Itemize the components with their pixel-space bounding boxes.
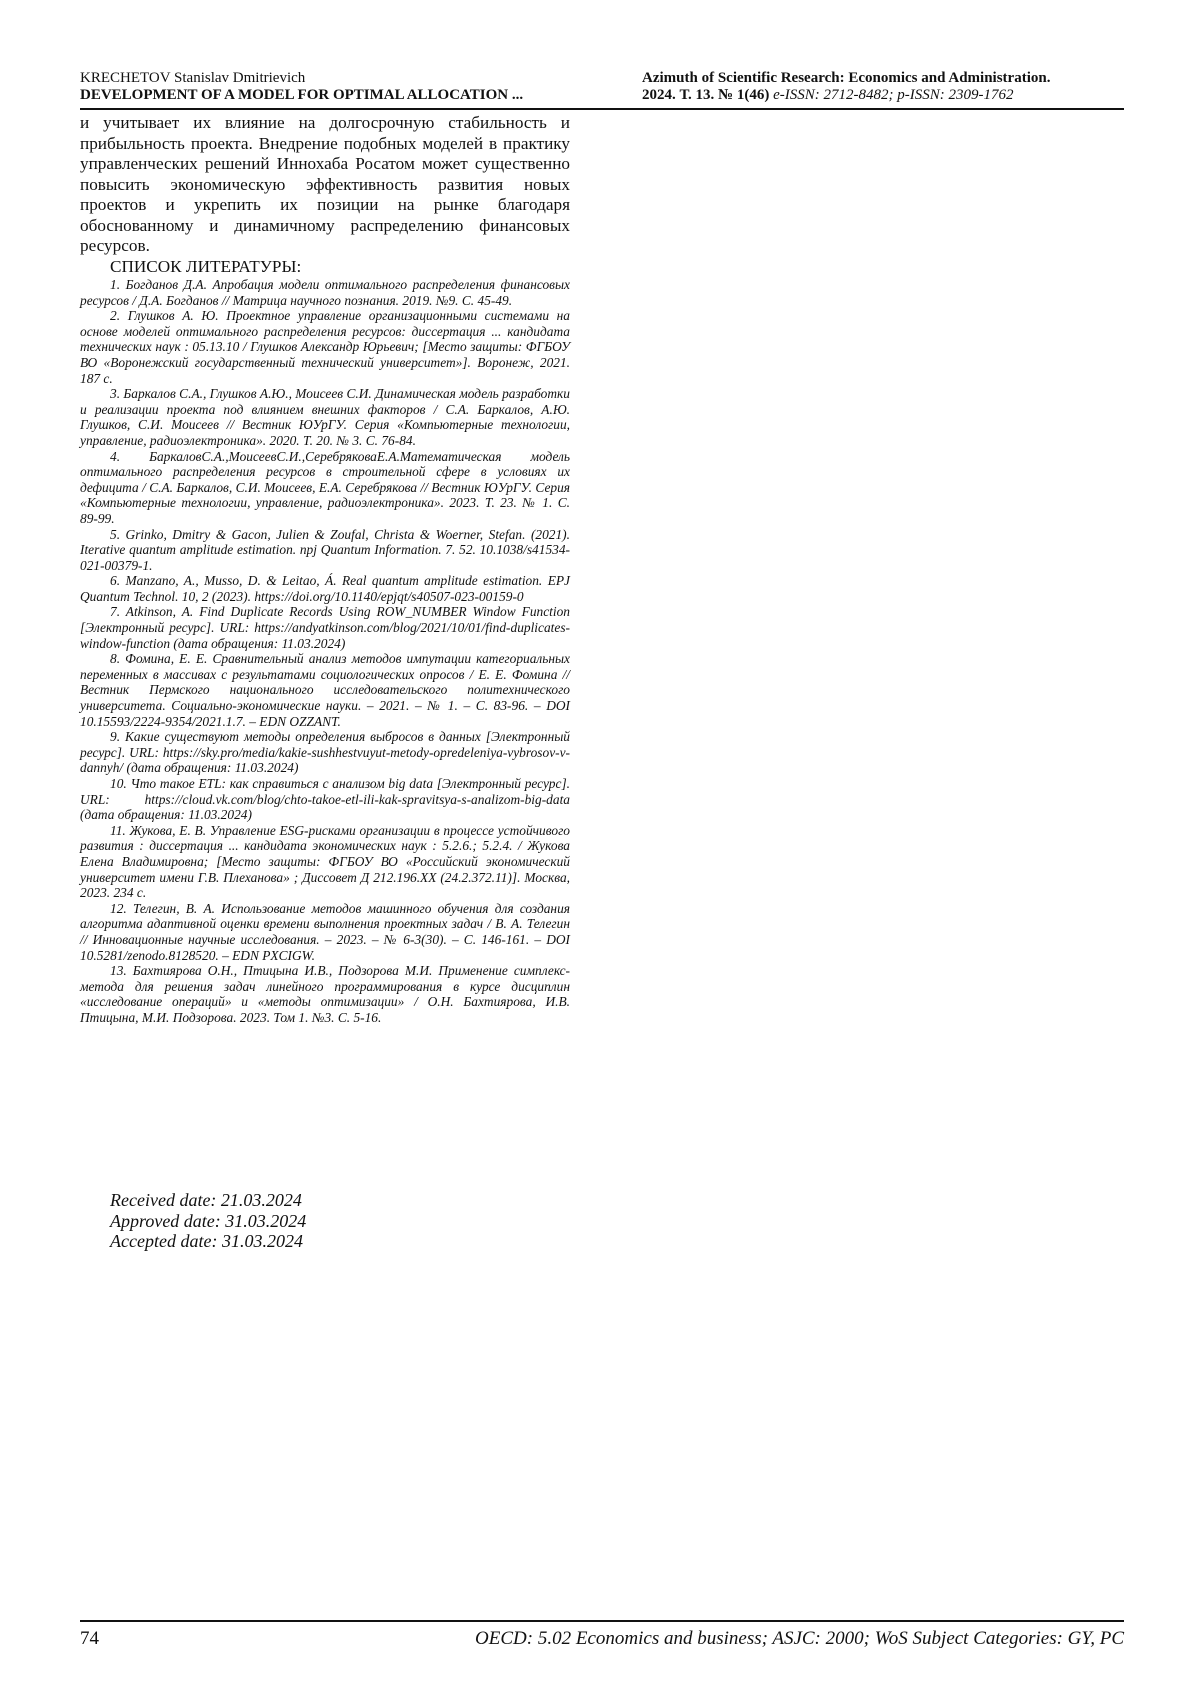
header-journal-name: Azimuth of Scientific Research: Economics and Administration. <box>642 70 1051 86</box>
reference-item: 4. БаркаловС.А.,МоисеевС.И.,СеребряковаЕ.А.Математическая модель оптимального распределения ресурсов в строительной сфере в условиях их дефицита / С.А. Баркалов, С.И. Моисеев, Е.А. Серебрякова // Вестник ЮУрГУ. Серия «Компьютерные технологии, управление, радиоэлектроника». 2023. Т. 23. № 1. С. 89-99. <box>80 448 570 526</box>
header-rule <box>80 108 1124 110</box>
reference-item: 5. Grinko, Dmitry & Gacon, Julien & Zoufal, Christa & Woerner, Stefan. (2021). Iterative quantum amplitude estimation. npj Quantum Information. 7. 52. 10.1038/s41534-021-00379-1. <box>80 526 570 573</box>
header-issue-number: 2024. Т. 13. № 1(46) <box>642 87 770 103</box>
running-header-right <box>642 70 1124 104</box>
reference-item: 12. Телегин, В. А. Использование методов машинного обучения для создания алгоритма адаптивной оценки времени выполнения проектных задач / В. А. Телегин // Инновационные научные исследования. – 2023. – № 6-3(30). – С. 146-161. – DOI 10.5281/zenodo.8128520. – EDN PXCIGW. <box>80 900 570 963</box>
reference-item: 10. Что такое ETL: как справиться с анализом big data [Электронный ресурс]. URL: https://cloud.vk.com/blog/chto-takoe-etl-ili-kak-spravitsya-s-analizom-big-data (дата обращения: 11.03.2024) <box>80 776 570 823</box>
reference-item: 2. Глушков А. Ю. Проектное управление организационными системами на основе моделей оптимального распределения ресурсов: диссертация ... кандидата технических наук : 05.13.10 / Глушков Александр Юрьевич; [Место защиты: ФГБОУ ВО «Воронежский государственный технический университет»]. Воронеж, 2021. 187 с. <box>80 308 570 386</box>
reference-item: 3. Баркалов С.А., Глушков А.Ю., Моисеев С.И. Динамическая модель разработки и реализации проекта под влиянием внешних факторов / С.А. Баркалов, А.Ю. Глушков, С.И. Моисеев // Вестник ЮУрГУ. Серия «Компьютерные технологии, управление, радиоэлектроника». 2020. Т. 20. № 3. С. 76-84. <box>80 386 570 448</box>
reference-item: 6. Manzano, A., Musso, D. & Leitao, Á. Real quantum amplitude estimation. EPJ Quantum Technol. 10, 2 (2023). https://doi.org/10.1140/epjqt/s40507-023-00159-0 <box>80 573 570 604</box>
body-paragraph: и учитывает их влияние на долгосрочную стабильность и прибыльность проекта. Внедрение подобных моделей в практику управленческих решений Иннохаба Росатом может существенно повысить экономическую эффективность развития новых проектов и укрепить их позиции на рынке благодаря обоснованному и динамичному распределению финансовых ресурсов. <box>80 113 570 255</box>
running-header-left <box>80 70 600 104</box>
accepted-date: Accepted date: 31.03.2024 <box>110 1231 303 1251</box>
header-issue-info <box>642 87 1124 104</box>
reference-item: 8. Фомина, Е. Е. Сравнительный анализ методов импутации категориальных переменных в массивах с результатами социологических опросов / Е. Е. Фомина // Вестник Пермского национального исследовательского политехнического университета. Социально-экономические науки. – 2021. – № 1. – С. 83-96. – DOI 10.15593/2224-9354/2021.1.7. – EDN OZZANT. <box>80 651 570 729</box>
footer-rule <box>80 1620 1124 1622</box>
approved-date: Approved date: 31.03.2024 <box>110 1210 307 1231</box>
page-number: 74 <box>80 1628 99 1649</box>
reference-item: 13. Бахтиярова О.Н., Птицына И.В., Подзорова М.И. Применение симплекс-метода для решения задач линейного программирования в курсе дисциплин «исследование операций» и «методы оптимизации» / О.Н. Бахтиярова, И.В. Птицына, М.И. Подзорова. 2023. Том 1. №3. С. 5-16. <box>80 963 570 1025</box>
header-author: KRECHETOV Stanislav Dmitrievich <box>80 70 306 86</box>
submission-dates <box>110 1190 306 1252</box>
references-heading: СПИСОК ЛИТЕРАТУРЫ: <box>110 256 302 276</box>
reference-item: 7. Atkinson, A. Find Duplicate Records Using ROW_NUMBER Window Function [Электронный ресурс]. URL: https://andyatkinson.com/blog/2021/10/01/find-duplicates-window-function (дата обращения: 11.03.2024) <box>80 604 570 651</box>
text-column <box>80 113 570 1026</box>
reference-item: 11. Жукова, Е. В. Управление ESG-рисками организации в процессе устойчивого развития : диссертация ... кандидата экономических наук : 5.2.6.; 5.2.4. / Жукова Елена Владимировна; [Место защиты: ФГБОУ ВО «Российский экономический университет имени Г.В. Плеханова» ; Диссовет Д 212.196.XX (24.2.372.11)]. Москва, 2023. 234 с. <box>80 822 570 901</box>
references-list <box>80 277 570 1026</box>
reference-item: 1. Богданов Д.А. Апробация модели оптимального распределения финансовых ресурсов / Д.А. Богданов // Матрица научного познания. 2019. №9. С. 45-49. <box>80 277 570 308</box>
reference-item: 9. Какие существуют методы определения выбросов в данных [Электронный ресурс]. URL: https://sky.pro/media/kakie-sushhestvuyut-metody-opredeleniya-vybrosov-v-dannyh/ (дата обращения: 11.03.2024) <box>80 729 570 776</box>
received-date: Received date: 21.03.2024 <box>110 1190 302 1210</box>
subject-classification: OECD: 5.02 Economics and business; ASJC: 2000; WoS Subject Categories: GY, PC <box>475 1628 1124 1649</box>
header-issn: e-ISSN: 2712-8482; p-ISSN: 2309-1762 <box>769 87 1014 103</box>
header-article-title: DEVELOPMENT OF A MODEL FOR OPTIMAL ALLOCATION ... <box>80 87 524 103</box>
